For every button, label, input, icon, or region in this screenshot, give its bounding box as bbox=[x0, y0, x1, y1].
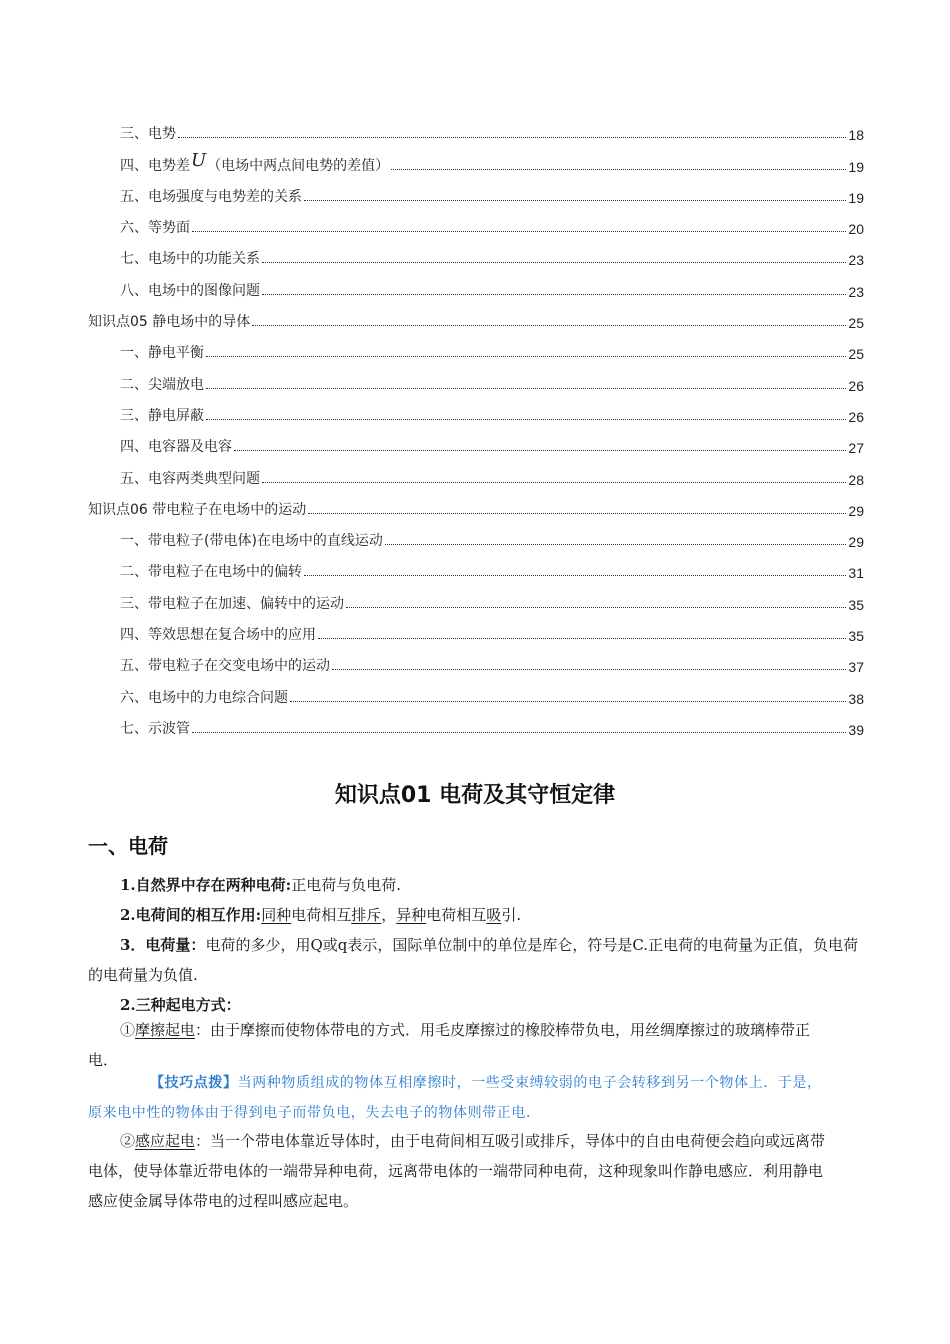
keyword-attract: 吸 bbox=[486, 906, 502, 924]
toc-entry[interactable] bbox=[88, 581, 864, 612]
toc-page: 23 bbox=[848, 252, 864, 269]
toc-page: 39 bbox=[848, 721, 864, 738]
toc-label-text: 四、电势差 bbox=[120, 157, 190, 174]
toc-entry[interactable] bbox=[88, 644, 864, 675]
paragraph-lead: 2.三种起电方式： bbox=[120, 996, 241, 1014]
toc-page: 26 bbox=[848, 408, 864, 425]
toc-entry[interactable] bbox=[88, 300, 864, 331]
toc-page: 19 bbox=[848, 189, 864, 206]
toc-leader bbox=[346, 606, 846, 608]
toc-entry[interactable] bbox=[88, 112, 864, 143]
toc-leader bbox=[391, 168, 846, 170]
paragraph-text: ：当一个带电体靠近导体时，由于电荷间相互吸引或排斥，导体中的自由电荷便会趋向或远离带电体，使导体靠近带电体的一端带异种电荷，远离带电体的一端带同种电荷，这种现象叫作静电感应．利用静电感应使金属导体带电的过程叫感应起电。 bbox=[88, 1132, 826, 1210]
paragraph-lead: 2.电荷间的相互作用: bbox=[120, 906, 262, 924]
toc-page: 29 bbox=[848, 502, 864, 519]
toc-label: 五、电场强度与电势差的关系 bbox=[120, 188, 302, 205]
toc-entry[interactable] bbox=[88, 175, 864, 206]
toc-leader bbox=[290, 700, 846, 702]
section-title: 知识点01 电荷及其守恒定律 bbox=[334, 783, 616, 808]
toc-entry[interactable] bbox=[88, 488, 864, 519]
paragraph-lead: 3．电荷量： bbox=[120, 936, 206, 954]
paragraph-text: 正电荷与负电荷. bbox=[291, 876, 401, 894]
toc-label: 一、带电粒子(带电体)在电场中的直线运动 bbox=[120, 533, 383, 550]
paragraph-lead: 1.自然界中存在两种电荷: bbox=[120, 876, 292, 894]
toc-leader bbox=[192, 230, 846, 232]
toc-entry[interactable] bbox=[88, 268, 864, 299]
toc-entry[interactable] bbox=[88, 206, 864, 237]
toc-label: 六、电场中的力电综合问题 bbox=[120, 689, 288, 706]
keyword-same-kind: 同种 bbox=[261, 906, 292, 924]
toc-page: 25 bbox=[848, 315, 864, 332]
toc-entry[interactable] bbox=[88, 550, 864, 581]
paragraph-charge-types bbox=[88, 870, 864, 900]
toc-leader bbox=[262, 481, 846, 483]
toc-leader bbox=[234, 449, 846, 451]
paragraph-interaction bbox=[88, 900, 864, 930]
toc-page: 20 bbox=[848, 221, 864, 238]
toc-label-text: （电场中两点间电势的差值） bbox=[207, 157, 390, 174]
toc-page: 31 bbox=[848, 565, 864, 582]
toc-label bbox=[120, 149, 390, 175]
toc-label: 三、带电粒子在加速、偏转中的运动 bbox=[120, 595, 344, 612]
toc-entry[interactable] bbox=[88, 519, 864, 550]
toc-leader bbox=[178, 136, 846, 138]
toc-label: 五、电容两类典型问题 bbox=[120, 470, 260, 487]
toc-label: 二、带电粒子在电场中的偏转 bbox=[120, 564, 302, 581]
keyword-opposite-kind: 异种 bbox=[396, 906, 427, 924]
toc-leader bbox=[308, 512, 846, 514]
toc-page: 26 bbox=[848, 377, 864, 394]
toc-leader bbox=[192, 731, 846, 733]
toc-page: 29 bbox=[848, 534, 864, 551]
toc-label: 二、尖端放电 bbox=[120, 376, 204, 393]
toc-entry[interactable] bbox=[88, 425, 864, 456]
paragraph-charge-quantity bbox=[88, 930, 864, 990]
toc-label: 知识点05 静电场中的导体 bbox=[88, 314, 251, 331]
toc-leader bbox=[262, 293, 846, 295]
toc-entry[interactable] bbox=[88, 362, 864, 393]
paragraph-text: 电荷相互 bbox=[291, 906, 352, 924]
toc-label: 三、电势 bbox=[120, 126, 176, 143]
paragraph-text: 电荷相互 bbox=[426, 906, 487, 924]
toc-label: 七、示波管 bbox=[120, 720, 190, 737]
toc-entry[interactable] bbox=[88, 331, 864, 362]
toc-entry[interactable] bbox=[88, 675, 864, 706]
toc-page: 37 bbox=[848, 659, 864, 676]
term-friction-electrification: 摩擦起电 bbox=[135, 1021, 196, 1039]
paragraph-text: ， bbox=[381, 906, 397, 924]
toc-entry[interactable] bbox=[88, 237, 864, 268]
toc-leader bbox=[252, 324, 846, 326]
toc-page: 27 bbox=[848, 440, 864, 457]
toc-entry[interactable] bbox=[88, 143, 864, 174]
toc-leader bbox=[385, 543, 846, 545]
subsection-title: 一、电荷 bbox=[88, 834, 168, 858]
toc-leader bbox=[318, 637, 846, 639]
paragraph-text: 引. bbox=[501, 906, 522, 924]
toc-label: 知识点06 带电粒子在电场中的运动 bbox=[88, 501, 307, 518]
term-induction-electrification: 感应起电 bbox=[135, 1132, 196, 1150]
toc-page: 35 bbox=[848, 596, 864, 613]
paragraph-text: 电荷的多少，用Q或q表示，国际单位制中的单位是库仑，符号是C.正电荷的电荷量为正值，负电荷的电荷量为负值. bbox=[88, 936, 859, 984]
toc-page: 35 bbox=[848, 628, 864, 645]
table-of-contents bbox=[88, 112, 864, 738]
toc-label: 五、带电粒子在交变电场中的运动 bbox=[120, 658, 330, 675]
toc-entry[interactable] bbox=[88, 456, 864, 487]
toc-label: 四、电容器及电容 bbox=[120, 439, 232, 456]
toc-page: 38 bbox=[848, 690, 864, 707]
toc-label: 七、电场中的功能关系 bbox=[120, 251, 260, 268]
toc-page: 23 bbox=[848, 283, 864, 300]
toc-entry[interactable] bbox=[88, 613, 864, 644]
toc-page: 25 bbox=[848, 346, 864, 363]
toc-leader bbox=[206, 418, 846, 420]
toc-page: 18 bbox=[848, 127, 864, 144]
toc-leader bbox=[206, 387, 846, 389]
paragraph-induction bbox=[88, 1126, 832, 1216]
variable-u: U bbox=[191, 149, 207, 171]
toc-label: 八、电场中的图像问题 bbox=[120, 282, 260, 299]
toc-page: 28 bbox=[848, 471, 864, 488]
toc-label: 四、等效思想在复合场中的应用 bbox=[120, 627, 316, 644]
paragraph-text: ：由于摩擦而使物体带电的方式．用毛皮摩擦过的橡胶棒带负电，用丝绸摩擦过的玻璃棒带正电． bbox=[88, 1021, 811, 1069]
toc-entry[interactable] bbox=[88, 394, 864, 425]
toc-leader bbox=[262, 261, 846, 263]
toc-leader bbox=[304, 199, 846, 201]
item-number: ② bbox=[120, 1132, 136, 1150]
tip-box bbox=[88, 1068, 832, 1128]
tip-label: 【技巧点拨】 bbox=[150, 1075, 238, 1091]
toc-leader bbox=[304, 574, 846, 576]
paragraph-friction bbox=[88, 1015, 832, 1075]
item-number: ① bbox=[120, 1021, 136, 1039]
toc-label: 六、等势面 bbox=[120, 220, 190, 237]
keyword-repel: 排斥 bbox=[351, 906, 382, 924]
toc-page: 19 bbox=[848, 158, 864, 175]
toc-label: 三、静电屏蔽 bbox=[120, 407, 204, 424]
toc-label: 一、静电平衡 bbox=[120, 345, 204, 362]
tip-text: 当两种物质组成的物体互相摩擦时，一些受束缚较弱的电子会转移到另一个物体上．于是，原来电中性的物体由于得到电子而带负电，失去电子的物体则带正电． bbox=[88, 1075, 822, 1121]
toc-leader bbox=[332, 668, 846, 670]
toc-entry[interactable] bbox=[88, 707, 864, 738]
toc-leader bbox=[206, 355, 846, 357]
